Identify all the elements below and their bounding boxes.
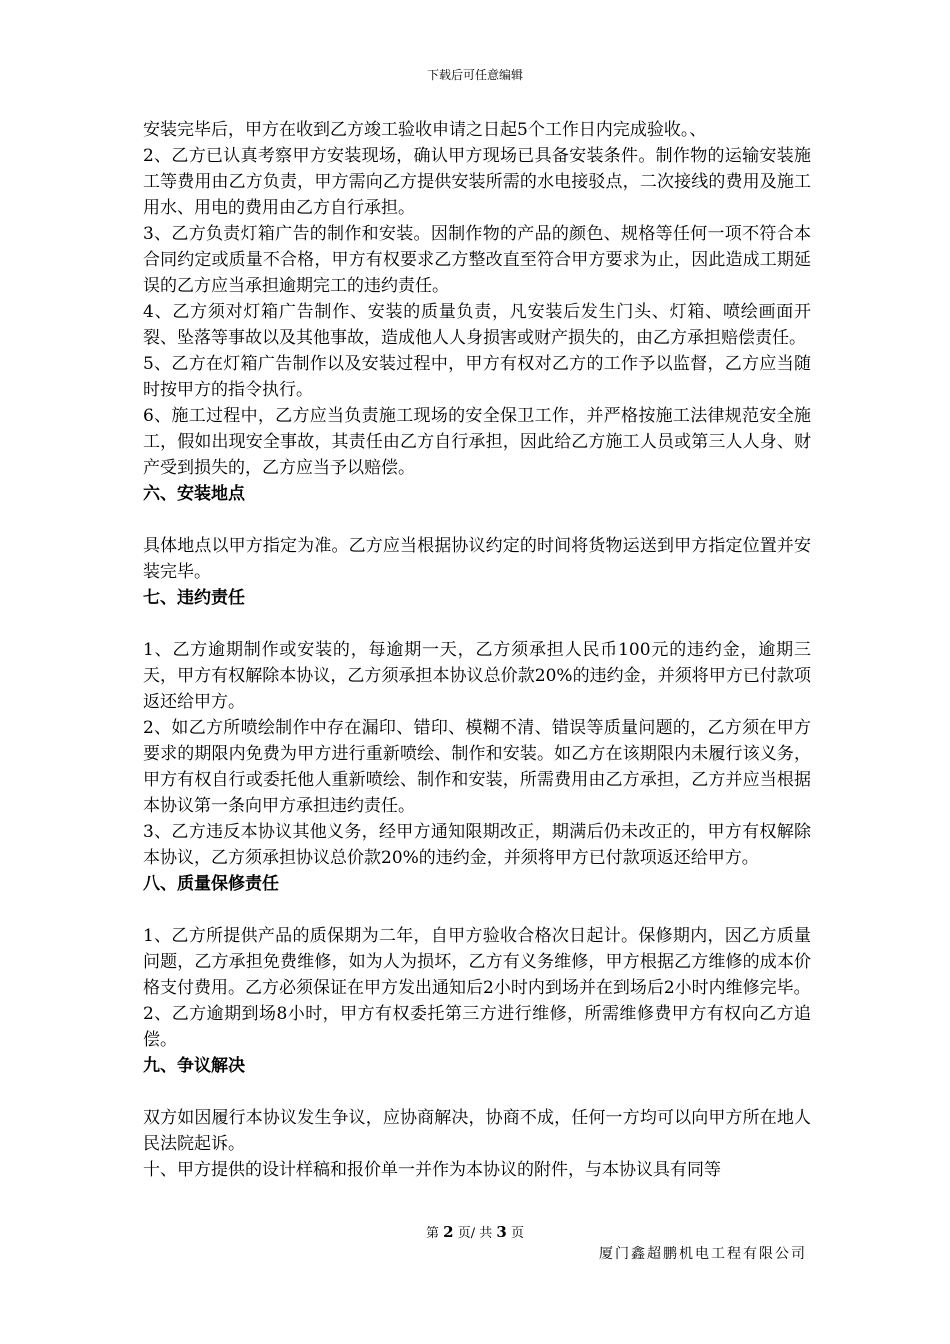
paragraph: 3、乙方负责灯箱广告的制作和安装。因制作物的产品的颜色、规格等任何一项不符合本合同约定或质量不合格，甲方有权要求乙方整改直至符合甲方要求为止，因此造成工期延误的乙方应当承担逾期完工的违约责任。 xyxy=(143,224,811,296)
paragraph: 2、乙方已认真考察甲方安装现场，确认甲方现场已具备安装条件。制作物的运输安装施工等费用由乙方负责，甲方需向乙方提供安装所需的水电接驳点，二次接线的费用及施工用水、用电的费用由乙方自行承担。 xyxy=(143,146,811,218)
paragraph: 1、乙方所提供产品的质保期为二年，自甲方验收合格次日起计。保修期内，因乙方质量问题，乙方承担免费维修，如为人为损坏，乙方有义务维修，甲方根据乙方维修的成本价格支付费用。乙方必须保证在甲方发出通知后2小时内到场并在到场后2小时内维修完毕。 xyxy=(143,926,811,998)
page-number xyxy=(0,1223,950,1243)
page-number-total: 3 xyxy=(496,1223,507,1241)
section-heading: 九、争议解决 xyxy=(143,1056,245,1076)
paragraph: 安装完毕后，甲方在收到乙方竣工验收申请之日起5个工作日内完成验收。、 xyxy=(143,120,707,140)
paragraph: 十、甲方提供的设计样稿和报价单一并作为本协议的附件，与本协议具有同等 xyxy=(143,1160,721,1180)
paragraph: 1、乙方逾期制作或安装的，每逾期一天，乙方须承担人民币100元的违约金，逾期三天，甲方有权解除本协议，乙方须承担本协议总价款20%的违约金，并须将甲方已付款项返还给甲方。 xyxy=(143,640,811,712)
paragraph: 3、乙方违反本协议其他义务，经甲方通知限期改正，期满后仍未改正的，甲方有权解除本协议，乙方须承担协议总价款20%的违约金，并须将甲方已付款项返还给甲方。 xyxy=(143,822,811,868)
page-number-prefix: 第 xyxy=(426,1226,440,1241)
page-number-middle: 页/ 共 xyxy=(457,1226,493,1241)
paragraph: 5、乙方在灯箱广告制作以及安装过程中，甲方有权对乙方的工作予以监督，乙方应当随时按甲方的指令执行。 xyxy=(143,354,811,400)
paragraph: 具体地点以甲方指定为准。乙方应当根据协议约定的时间将货物运送到甲方指定位置并安装完毕。 xyxy=(143,536,811,582)
header-note: 下载后可任意编辑 xyxy=(426,68,523,82)
paragraph: 双方如因履行本协议发生争议，应协商解决，协商不成，任何一方均可以向甲方所在地人民法院起诉。 xyxy=(143,1108,811,1154)
paragraph: 4、乙方须对灯箱广告制作、安装的质量负责，凡安装后发生门头、灯箱、喷绘画面开裂、坠落等事故以及其他事故，造成他人人身损害或财产损失的，由乙方承担赔偿责任。 xyxy=(143,302,811,348)
page-number-current: 2 xyxy=(443,1223,454,1241)
paragraph: 6、施工过程中，乙方应当负责施工现场的安全保卫工作，并严格按施工法律规范安全施工，假如出现安全事故，其责任由乙方自行承担，因此给乙方施工人员或第三人人身、财产受到损失的，乙方应当予以赔偿。 xyxy=(143,406,811,478)
paragraph: 2、如乙方所喷绘制作中存在漏印、错印、模糊不清、错误等质量问题的，乙方须在甲方要求的期限内免费为甲方进行重新喷绘、制作和安装。如乙方在该期限内未履行该义务，甲方有权自行或委托他人重新喷绘、制作和安装，所需费用由乙方承担，乙方并应当根据本协议第一条向甲方承担违约责任。 xyxy=(143,718,811,816)
document-body xyxy=(143,117,811,1183)
section-heading: 八、质量保修责任 xyxy=(143,874,279,894)
section-heading: 七、违约责任 xyxy=(143,588,245,608)
paragraph: 2、乙方逾期到场8小时，甲方有权委托第三方进行维修，所需维修费甲方有权向乙方追偿。 xyxy=(143,1004,811,1050)
page-number-suffix: 页 xyxy=(510,1226,524,1241)
section-heading: 六、安装地点 xyxy=(143,484,245,504)
company-name-footer: 厦门鑫超鹏机电工程有限公司 xyxy=(599,1246,807,1262)
